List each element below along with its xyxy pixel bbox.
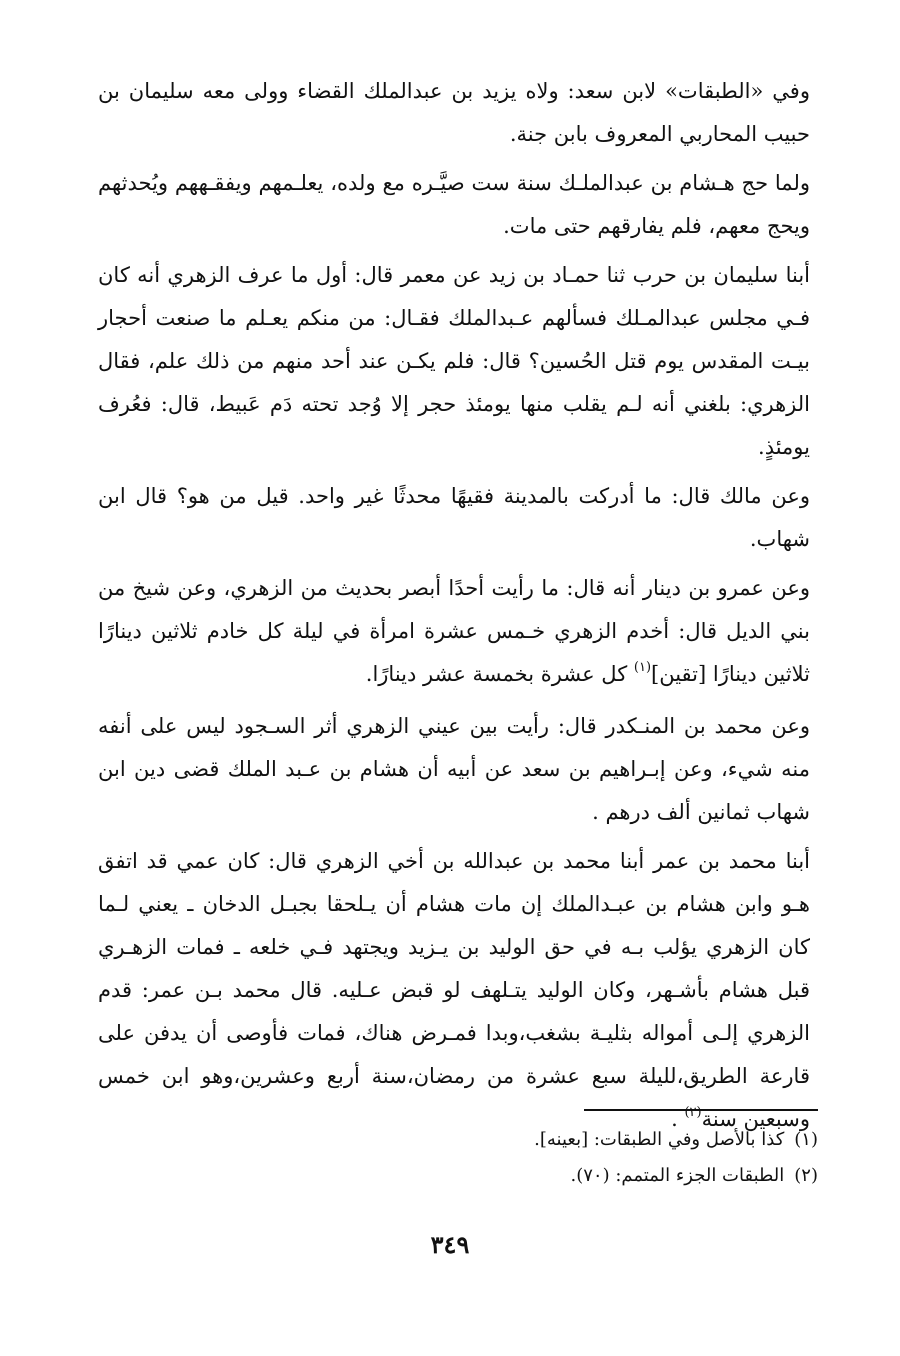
footnote-ref-2: (٢): [684, 1105, 702, 1120]
paragraph-malik: وعن مالك قال: ما أدركت بالمدينة فقيهًا محدثًا غير واحد. قيل من هو؟ قال ابن شهاب.: [98, 484, 810, 551]
paragraph-text: كل عشرة بخمسة عشر دينارًا.: [365, 662, 634, 686]
footnote-text: كذا بالأصل وفي الطبقات: [بعينه].: [534, 1129, 785, 1150]
footnote-number: (٢): [794, 1165, 818, 1186]
paragraph-text: أبنا محمد بن عمر أبنا محمد بن عبدالله بن أخي الزهري قال: كان عمي قد اتفق هـو وابن هشام بن عبـدالملك إن مات هشام أن يـلحقا بجبـل الدخان ـ يعني لـما كان الزهري يؤلب بـه في حق الوليد بن يـزيد ويجتهد فـي خلعه ـ فمات الزهـري قبل هشام بأشـهر، وكان الوليد يتـلهف لو قبض عـليه. قال محمد بـن عمر: قدم الزهري إلـى أمواله بثليـة بشغب،وبدا فمـرض هناك، فمات فأوصى أن يدفن على قارعة الطريق،لليلة سبع عشرة من رمضان،سنة أربع وعشرين،وهو ابن خمس وسبعين سنة: [98, 849, 810, 1131]
footnote-ref-1: (١): [633, 660, 652, 675]
paragraph-hisham-hajj: ولما حج هـشام بن عبدالملـك سنة ست صيَّـره مع ولده، يعلـمهم ويفقـههم ويُحدثهم ويحج معهم، فلم يفارقهم حتى مات.: [98, 171, 810, 238]
footnote-2: [106, 1158, 818, 1194]
footnote-number: (١): [794, 1129, 818, 1150]
footnotes: [106, 1122, 818, 1194]
paragraph-ibn-munkadir: وعن محمد بن المنـكدر قال: رأيت بين عيني الزهري أثر السـجود ليس على أنفه منه شيء، وعن إبـراهيم بن سعد عن أبيه أن هشام بن عـبد الملك قضى دين ابن شهاب ثمانين ألف درهم .: [98, 714, 810, 824]
footnote-1: [106, 1122, 818, 1158]
paragraph-sulayman-ibn-harb: أبنا سليمان بن حرب ثنا حمـاد بن زيد عن معمر قال: أول ما عرف الزهري أنه كان فـي مجلس عبدالمـلك فسألهم عـبدالملك فقـال: من منكم يعـلم ما صنعت أحجار بيـت المقدس يوم قتل الحُسين؟ قال: فلم يكـن عند أحد منهم من ذلك علم، فقال الزهري: بلغني أنه لـم يقلب منها يومئذ حجر إلا وُجد تحته دَم عَبيط، قال: فعُرف يومئذٍ.: [98, 263, 810, 459]
main-text: [98, 70, 810, 1150]
page-number: ٣٤٩: [430, 1230, 470, 1259]
paragraph-text: .: [671, 1107, 685, 1131]
footnote-separator: [584, 1109, 818, 1111]
footnote-text: الطبقات الجزء المتمم: (٧٠).: [570, 1165, 785, 1186]
paragraph-text: وعن عمرو بن دينار أنه قال: ما رأيت أحدًا أبصر بحديث من الزهري، وعن شيخ من بني الديل قال: أخدم الزهري خـمس عشرة امرأة في ليلة كل خادم ثلاثين دينارًا ثلاثين دينارًا [تقين]: [98, 576, 810, 686]
paragraph-death-of-zuhri: [98, 840, 810, 1144]
paragraph-amr-ibn-dinar: [98, 567, 810, 699]
paragraph-ibn-saad: وفي «الطبقات» لابن سعد: ولاه يزيد بن عبدالملك القضاء وولى معه سليمان بن حبيب المحاربي المعروف بابن جنة.: [98, 79, 810, 146]
